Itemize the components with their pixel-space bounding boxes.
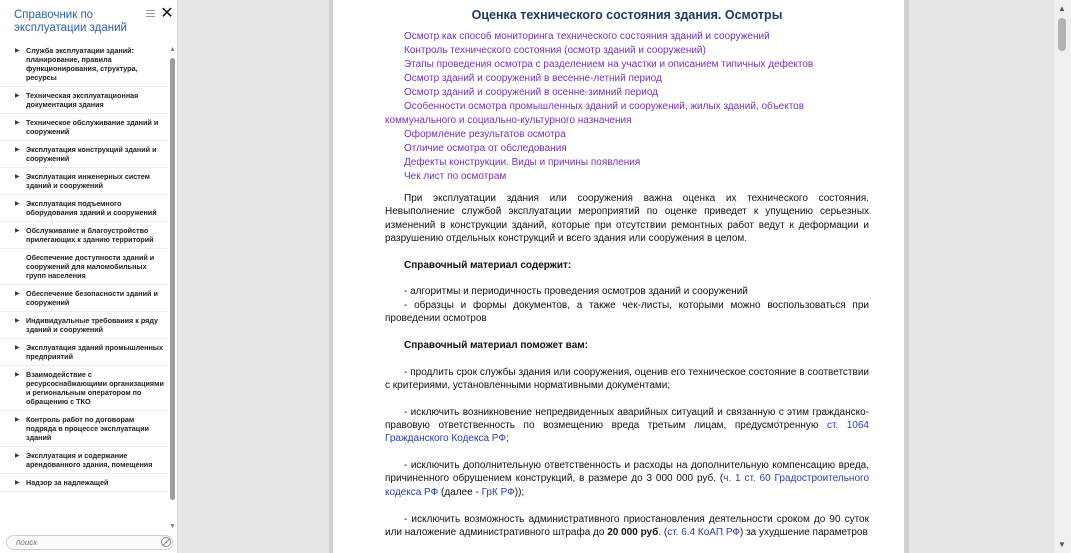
sidebar-header (0, 0, 178, 42)
chevron-right-icon: ▶ (15, 147, 20, 153)
sidebar-item-label: Эксплуатация инженерных систем зданий и сооружений (26, 172, 150, 190)
help-text: )); (514, 486, 525, 498)
sidebar-item[interactable] (0, 141, 168, 168)
sidebar-item-label: Эксплуатация и содержание арендованного здания, помещения (26, 451, 153, 469)
search-input[interactable] (6, 535, 173, 550)
sidebar-item-label: Обслуживание и благоустройство прилегающих к зданию территорий (26, 226, 154, 244)
contains-heading: Справочный материал содержит: (404, 259, 572, 271)
sidebar-item-label: Обеспечение доступности зданий и сооружений для маломобильных групп населения (26, 253, 155, 280)
sidebar-item-label: Надзор за надлежащей (26, 478, 109, 487)
chevron-right-icon: ▶ (15, 48, 20, 54)
help-text: . ( (658, 526, 668, 538)
sidebar-item-label: Взаимодействие с ресурсоснабжающими организациями и региональным оператором по обращению с ТКО (26, 370, 164, 406)
help-item (385, 406, 869, 446)
help-text: - исключить дополнительную ответственность и расходы на дополнительную компенсацию вреда, причиненного обрушением конструкций, в размере до 3 000 000 руб. ( (385, 460, 869, 485)
help-text: (далее - (438, 486, 482, 498)
sidebar-item[interactable] (0, 312, 168, 339)
scroll-up-arrow-icon[interactable]: ▲ (169, 46, 176, 53)
toc-link[interactable]: Дефекты конструкции. Виды и причины появления (404, 157, 641, 168)
sidebar-item-label: Контроль работ по договорам подряда в процессе эксплуатации зданий (26, 415, 150, 442)
toc-link[interactable]: Контроль технического состояния (осмотр зданий и сооружений) (404, 45, 706, 56)
chevron-right-icon: ▶ (15, 93, 20, 99)
help-item (385, 459, 869, 499)
chevron-right-icon: ▶ (15, 372, 20, 378)
document-body (385, 192, 869, 539)
toc-link[interactable]: Этапы проведения осмотра с разделением на участки и описанием типичных дефектов (404, 59, 814, 70)
sidebar-item-label: Техническая эксплуатационная документация здания (26, 91, 139, 109)
sidebar-item[interactable] (0, 474, 168, 492)
chevron-right-icon: ▶ (15, 174, 20, 180)
sidebar-item[interactable] (0, 411, 168, 447)
chevron-right-icon: ▶ (15, 345, 20, 351)
grk-link[interactable]: ГрК РФ (481, 486, 515, 498)
document-page (333, 0, 904, 553)
page-scrollbar-thumb[interactable] (1058, 18, 1066, 51)
table-of-contents (385, 30, 869, 184)
toc-link[interactable]: Чек лист по осмотрам (404, 171, 507, 182)
sidebar-item-label: Техническое обслуживание зданий и сооружений (26, 118, 159, 136)
sidebar-nav-list (0, 42, 168, 530)
scroll-down-arrow-icon[interactable]: ▼ (169, 523, 176, 530)
sidebar (0, 0, 178, 553)
sidebar-scrollbar[interactable] (168, 46, 178, 530)
scroll-up-arrow-icon[interactable]: ▲ (1058, 4, 1066, 13)
chevron-right-icon (15, 253, 26, 280)
chevron-right-icon: ▶ (15, 228, 20, 234)
koap-link[interactable]: ст. 6.4 КоАП РФ (667, 526, 740, 538)
sidebar-item-label: Эксплуатация зданий промышленных предприятий (26, 343, 163, 361)
sidebar-item[interactable] (0, 114, 168, 141)
sidebar-scrollbar-thumb[interactable] (170, 58, 175, 500)
helps-heading: Справочный материал поможет вам: (404, 339, 588, 351)
toc-link[interactable]: Осмотр как способ мониторинга технического состояния зданий и сооружений (404, 31, 770, 42)
document-content (385, 8, 869, 539)
help-item (385, 513, 869, 540)
urban-code-link[interactable]: ч. 1 ст. 60 Градостроительного кодекса РФ (385, 473, 870, 498)
toc-link[interactable]: Осмотр зданий и сооружений в осенне-зимний период (404, 87, 659, 98)
chevron-right-icon: ▶ (15, 417, 20, 423)
sidebar-item[interactable] (0, 42, 168, 87)
sidebar-item-label: Эксплуатация подъемного оборудования зданий и сооружений (26, 199, 157, 217)
sidebar-item-label: Обеспечение безопасности зданий и сооружений (26, 289, 158, 307)
chevron-right-icon: ▶ (15, 453, 20, 459)
scroll-down-arrow-icon[interactable]: ▼ (1058, 540, 1066, 549)
sidebar-item[interactable] (0, 285, 168, 312)
close-icon[interactable]: ✕ (160, 5, 174, 22)
chevron-right-icon: ▶ (15, 480, 20, 486)
help-text: - исключить возможность административного приостановления деятельности сроком до 90 суток или наложение административного штрафа до (385, 513, 869, 538)
help-text: ) за ухудшение параметров (739, 526, 868, 538)
contains-item: - образцы и формы документов, а также чек-листы, которыми можно воспользоваться при проведении осмотров (385, 299, 869, 325)
help-item: - продлить срок службы здания или сооружения, оценив его техническое состояние в соответствии с критериями, установленными нормативными документами; (385, 366, 869, 391)
document-title: Оценка технического состояния здания. Осмотры (471, 8, 783, 22)
chevron-right-icon: ▶ (15, 201, 20, 207)
sidebar-item[interactable] (0, 447, 168, 474)
chevron-right-icon: ▶ (15, 120, 20, 126)
help-text-bold: 20 000 руб (607, 526, 659, 538)
chevron-right-icon: ▶ (15, 291, 20, 297)
search-clear-icon[interactable] (161, 537, 171, 547)
sidebar-item[interactable] (0, 339, 168, 366)
hamburger-icon[interactable] (146, 10, 155, 19)
sidebar-item[interactable] (0, 222, 168, 249)
toc-link[interactable]: Отличие осмотра от обследования (404, 143, 567, 154)
sidebar-item-label: Служба эксплуатации зданий: планирование, правила функционирования, структура, ресурсы (26, 46, 138, 82)
contains-item: - алгоритмы и периодичность проведения осмотров зданий и сооружений (404, 286, 748, 298)
chevron-right-icon: ▶ (15, 318, 20, 324)
intro-paragraph: При эксплуатации здания или сооружения важна оценка их технического состояния. Невыполнение службой эксплуатации мероприятий по оценке приведет к упущению серьезных изменений в конструкции зданий, которые при отсутствии ремонтных работ ведут к деформации и разрушению отдельных конструкций и всего здания или сооружения в целом. (385, 193, 869, 244)
sidebar-item[interactable] (0, 249, 168, 285)
toc-link[interactable]: Особенности осмотра промышленных зданий и сооружений, жилых зданий, объектов коммунального и социально-культурного назначения (385, 101, 805, 126)
sidebar-item-label: Индивидуальные требования к ряду зданий и сооружений (26, 316, 158, 334)
page-scrollbar[interactable] (1054, 0, 1071, 553)
help-text: ; (505, 433, 509, 445)
sidebar-item[interactable] (0, 366, 168, 411)
sidebar-item[interactable] (0, 87, 168, 114)
help-text: - исключить возникновение непредвиденных аварийных ситуаций и связанную с этим гражданско-правовую ответственность по возмещению вреда третьим лицам, предусмотренную (385, 406, 869, 432)
sidebar-item[interactable] (0, 195, 168, 222)
sidebar-title[interactable]: Справочник по эксплуатации зданий (14, 9, 127, 34)
sidebar-item-label: Эксплуатация конструкций зданий и сооружений (26, 145, 157, 163)
sidebar-item[interactable] (0, 168, 168, 195)
toc-link[interactable]: Осмотр зданий и сооружений в весенне-летний период (404, 73, 662, 84)
toc-link[interactable]: Оформление результатов осмотра (404, 129, 566, 140)
civil-code-link[interactable]: ст. 1064 Гражданского Кодекса РФ (385, 420, 869, 445)
